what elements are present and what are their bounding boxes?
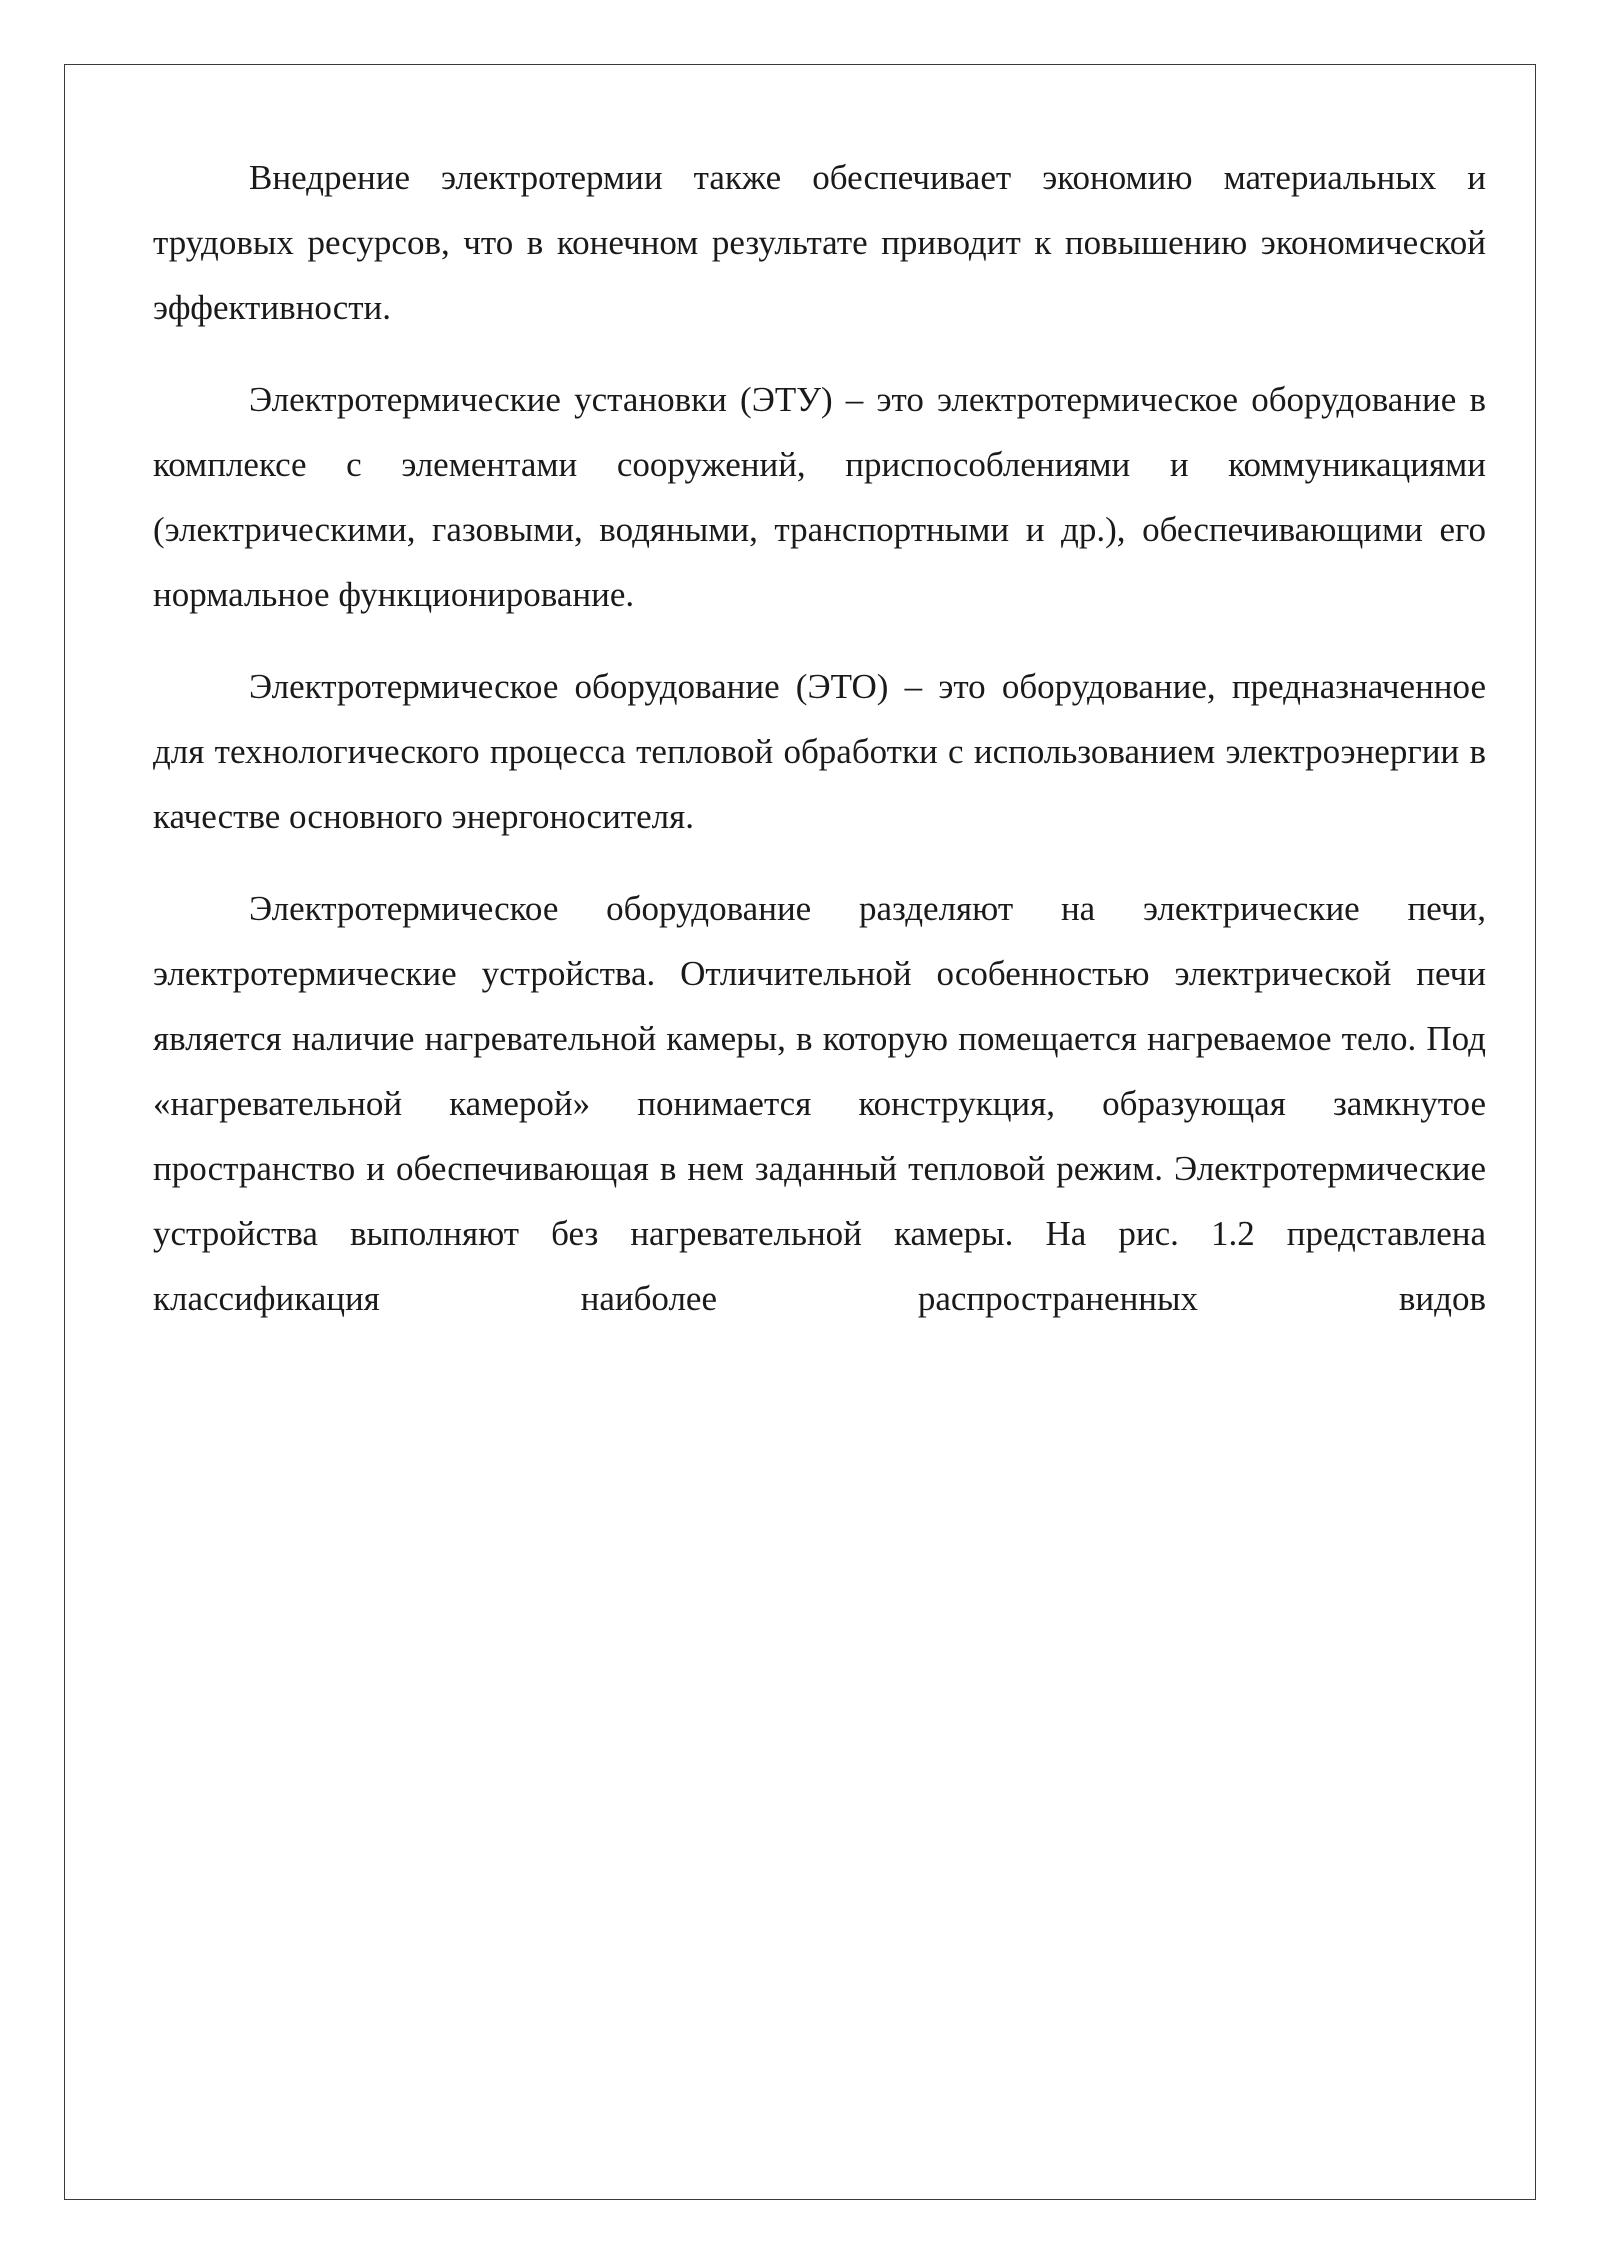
paragraph-3: Электротермическое оборудование (ЭТО) – это оборудование, предназначенное для технологического процесса тепловой обработки с использованием электроэнергии в качестве основного энергоносителя.: [153, 667, 1486, 836]
paragraph-1: Внедрение электротермии также обеспечивает экономию материальных и трудовых ресурсов, что в конечном результате приводит к повышению экономической эффективности.: [153, 158, 1486, 327]
document-body: [153, 145, 1486, 1358]
paragraph-4: Электротермическое оборудование разделяют на электрические печи, электротермические устройства. Отличительной особенностью электрической печи является наличие нагревательной камеры, в которую помещается нагреваемое тело. Под «нагревательной камерой» понимается конструкция, образующая замкнутое пространство и обеспечивающая в нем заданный тепловой режим. Электротермические устройства выполняют без нагревательной камеры. На рис. 1.2 представлена классификация наиболее распространенных видов: [153, 889, 1486, 1318]
paragraph-2: Электротермические установки (ЭТУ) – это электротермическое оборудование в комплексе с элементами сооружений, приспособлениями и коммуникациями (электрическими, газовыми, водяными, транспортными и др.), обеспечивающими его нормальное функционирование.: [153, 380, 1486, 614]
